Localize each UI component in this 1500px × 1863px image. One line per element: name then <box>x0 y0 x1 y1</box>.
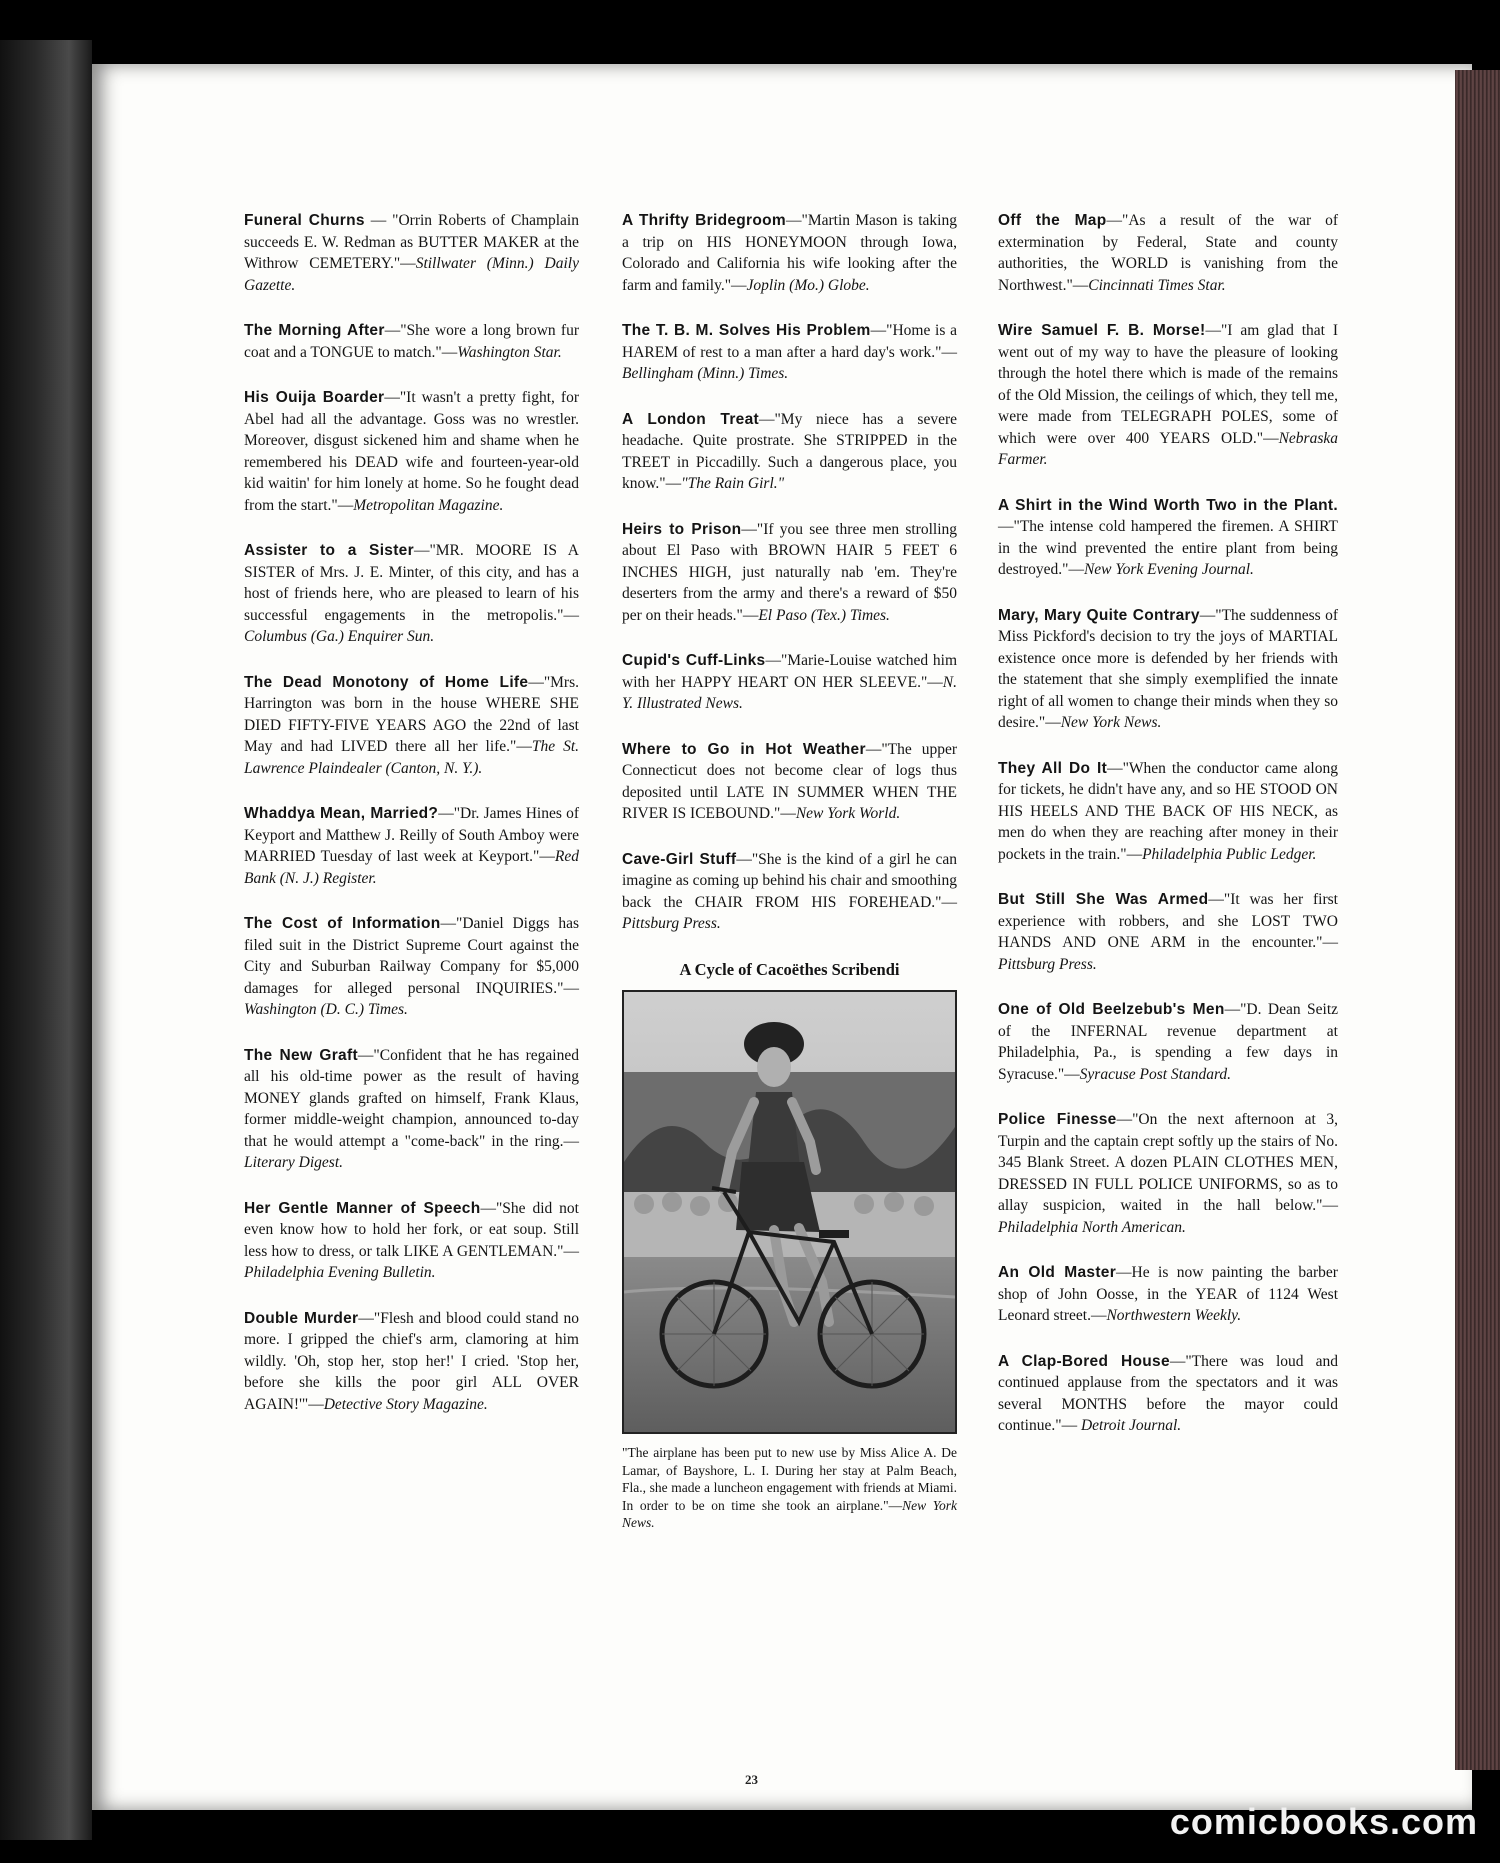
column-middle <box>622 210 957 1532</box>
article-heading: His Ouija Boarder <box>244 389 385 406</box>
article-heading: A London Treat <box>622 410 759 428</box>
article-heading: An Old Master <box>998 1264 1117 1281</box>
article-item <box>622 519 957 627</box>
article-heading: A Shirt in the Wind Worth Two in the Plant. <box>998 496 1338 514</box>
article-heading: The Morning After <box>244 322 385 339</box>
article-body: —"D. Dean Seitz of the INFERNAL revenue department at Philadelphia, Pa., is spending a few days in Syracuse."— <box>998 1001 1339 1083</box>
article-heading: The Cost of Information <box>244 915 441 932</box>
article-source: Stillwater (Minn.) Daily Gazette. <box>244 255 579 294</box>
article-source: New York World. <box>795 805 901 822</box>
site-watermark: comicbooks.com <box>1169 1801 1478 1842</box>
article-source: Literary Digest. <box>244 1154 344 1171</box>
article-source: Pittsburg Press. <box>998 955 1097 973</box>
article-body: —"It wasn't a pretty fight, for Abel had all the advantage. Goss was no wrestler. Moreover, disgust sickened him and shame when he remembered his DEAD wife and fourteen-year-old kid waitin' for him lonely at home. So he fought dead from the start."— <box>244 389 579 514</box>
article-heading: Off the Map <box>998 212 1107 229</box>
article-heading: Funeral Churns <box>244 212 365 229</box>
article-item <box>244 210 579 296</box>
article-item <box>998 1262 1338 1327</box>
article-body: —"When the conductor came along for tickets, he didn't have any, and so HE STOOD ON HIS HEELS AND THE BACK OF HIS NECK, as men do when they are reaching after money in their pockets in the train."— <box>998 759 1338 863</box>
article-source: Detroit Journal. <box>1080 1417 1182 1434</box>
article-item <box>622 739 957 825</box>
article-heading: One of Old Beelzebub's Men <box>998 1001 1225 1018</box>
article-item <box>998 210 1338 296</box>
article-body: —"Confident that he has regained all his old-time power as the result of having MONEY glands grafted on himself, Frank Klaus, former middle-weight champion, announced to-day that he would attempt a "come-back" in the ring.— <box>244 1046 579 1150</box>
article-source: The St. Lawrence Plaindealer (Canton, N. Y.). <box>244 738 579 777</box>
article-source: Detective Story Magazine. <box>323 1395 488 1413</box>
photo-caption-text: "The airplane has been put to new use by Miss Alice A. De Lamar, of Bayshore, L. I. During her stay at Palm Beach, Fla., she made a luncheon engagement with friends at Miami. In order to be on time she took an airplane."— <box>622 1445 957 1513</box>
column-right <box>998 210 1338 1461</box>
article-item <box>244 913 579 1021</box>
article-heading: Double Murder <box>244 1309 359 1327</box>
article-item <box>998 1351 1338 1437</box>
article-heading: The T. B. M. Solves His Problem <box>622 322 871 339</box>
article-source: Washington (D. C.) Times. <box>244 1001 408 1018</box>
article-source: Pittsburg Press. <box>622 915 721 932</box>
article-body: —"Martin Mason is taking a trip on HIS HONEYMOON through Iowa, Colorado and California his wife looking after the farm and family."— <box>622 212 957 294</box>
article-source: New York Evening Journal. <box>1083 561 1254 578</box>
article-heading: A Thrifty Bridegroom <box>622 212 786 229</box>
article-body: —"My niece has a severe headache. Quite prostrate. She STRIPPED in the TREET in Piccadilly. Such a dangerous place, you know."— <box>622 410 957 492</box>
article-heading: A Clap-Bored House <box>998 1352 1170 1370</box>
article-body: —"Flesh and blood could stand no more. I gripped the chief's arm, clamoring at him wildly. 'Oh, stop her, stop her!' I cried. 'Stop her, before she kills the poor girl ALL OVER AGAIN!'"— <box>244 1309 580 1413</box>
article-source: New York News. <box>1060 714 1162 731</box>
article-source: Philadelphia North American. <box>998 1218 1186 1236</box>
article-item <box>244 1045 579 1174</box>
article-heading: Where to Go in Hot Weather <box>622 740 866 758</box>
article-source: Washington Star. <box>457 343 562 361</box>
article-source: Metropolitan Magazine. <box>353 496 504 514</box>
article-heading: The Dead Monotony of Home Life <box>244 673 529 691</box>
page-number: 23 <box>745 1772 758 1787</box>
article-body: —"It was her first experience with robbers, and she LOST TWO HANDS AND ONE ARM in the encounter."— <box>998 891 1338 951</box>
article-item <box>622 320 957 385</box>
photo-caption-source: New York News. <box>622 1497 958 1530</box>
article-item <box>622 650 957 715</box>
article-body: —"Mrs. Harrington was born in the house WHERE SHE DIED FIFTY-FIVE YEARS AGO the 22nd of last May and had LIVED there all her life."— <box>244 673 579 755</box>
article-body: —"I am glad that I went out of my way to have the pleasure of looking through the hotel there which is made of the remains of the Old Mission, the ceilings of which, they tell me, were made from TELEGRAPH POLES, some of which were over 400 YEARS OLD."— <box>998 322 1338 447</box>
article-body: —"Daniel Diggs has filed suit in the District Supreme Court against the City and Suburban Railway Company for $5,000 damages for alleged personal INQUIRIES."— <box>244 915 579 997</box>
article-source: Syracuse Post Standard. <box>1079 1065 1232 1083</box>
article-item <box>998 320 1338 471</box>
article-item <box>244 387 579 516</box>
article-item <box>622 849 957 935</box>
article-item <box>244 803 579 889</box>
article-source: El Paso (Tex.) Times. <box>758 606 890 624</box>
article-heading: Assister to a Sister <box>244 542 414 559</box>
article-body: —"Home is a HAREM of rest to a man after a hard day's work."— <box>622 322 957 361</box>
book-binding-right <box>1455 70 1500 1770</box>
article-heading: Cupid's Cuff-Links <box>622 652 766 669</box>
article-body: —"Marie-Louise watched him with her HAPPY HEART ON HER SLEEVE."— <box>622 652 957 691</box>
article-body: —"There was loud and continued applause from the spectators and it was several MONTHS before the mayor could continue."— <box>998 1352 1338 1434</box>
article-body: —"MR. MOORE IS A SISTER of Mrs. J. E. Minter, of this city, and has a host of friends here, who are pleased to learn of his successful engagements in the metropolis."— <box>244 542 579 624</box>
article-item <box>998 889 1338 975</box>
photo-section-title: A Cycle of Cacoëthes Scribendi <box>679 959 900 979</box>
article-heading: The New Graft <box>244 1046 358 1064</box>
article-body: —"She did not even know how to hold her fork, or eat soup. Still less how to dress, or talk LIKE A GENTLEMAN."— <box>244 1199 579 1260</box>
article-item <box>244 1308 579 1416</box>
article-source: Joplin (Mo.) Globe. <box>746 276 870 294</box>
article-heading: Mary, Mary Quite Contrary <box>998 606 1200 624</box>
article-body: —"The intense cold hampered the firemen. A SHIRT in the wind prevented the entire plant from being destroyed."— <box>998 518 1338 578</box>
article-body: —"Dr. James Hines of Keyport and Matthew J. Reilly of South Amboy were MARRIED Tuesday of last week at Keyport."— <box>244 805 579 865</box>
bicycle-photo-illustration <box>624 992 955 1432</box>
article-item <box>998 758 1338 866</box>
article-heading: But Still She Was Armed <box>998 891 1209 908</box>
article-body: —"She is the kind of a girl he can imagine as coming up behind his chair and smoothing back the CHAIR FROM HIS FOREHEAD."— <box>622 850 957 911</box>
article-source: N. Y. Illustrated News. <box>622 673 957 712</box>
article-heading: Whaddya Mean, Married? <box>244 805 439 822</box>
article-body: —"On the next afternoon at 3, Turpin and the captain crept softly up the stairs of No. 345 Blank Street. A dozen PLAIN CLOTHES MEN, DRESSED IN FULL POLICE UNIFORMS, so as to allay suspicion, waited in the hall below."— <box>998 1111 1339 1214</box>
book-binding-left <box>0 40 92 1840</box>
article-item <box>998 495 1338 581</box>
article-source: Nebraska Farmer. <box>998 429 1338 468</box>
article-item <box>244 1198 579 1284</box>
article-heading: They All Do It <box>998 759 1108 777</box>
article-source: Philadelphia Evening Bulletin. <box>244 1264 436 1281</box>
article-body: —"The upper Connecticut does not become clear of logs thus deposited until LATE IN SUMMER WHEN THE RIVER IS ICEBOUND."— <box>622 740 957 822</box>
article-body: —"She wore a long brown fur coat and a TONGUE to match."— <box>244 322 579 361</box>
article-heading: Police Finesse <box>998 1111 1117 1128</box>
article-body: —He is now painting the barber shop of John Oosse, in the YEAR of 1124 West Leonard street.— <box>998 1264 1338 1324</box>
article-item <box>622 409 957 495</box>
article-source: Red Bank (N. J.) Register. <box>244 848 579 887</box>
photo-caption <box>622 1444 957 1532</box>
article-source: Northwestern Weekly. <box>1106 1307 1242 1324</box>
column-left <box>244 210 579 1439</box>
article-item <box>998 1109 1338 1238</box>
article-heading: Heirs to Prison <box>622 520 742 538</box>
photograph-woman-on-bicycle <box>622 990 957 1434</box>
article-heading: Her Gentle Manner of Speech <box>244 1199 481 1217</box>
article-body: —"If you see three men strolling about El Paso with BROWN HAIR 5 FEET 6 INCHES HIGH, just naturally nab 'em. They're deserters from the army and there's a reward of $50 per on their heads."— <box>622 520 957 624</box>
article-item <box>244 672 579 780</box>
article-item <box>244 320 579 363</box>
article-heading: Wire Samuel F. B. Morse! <box>998 322 1206 339</box>
article-item <box>998 605 1338 734</box>
article-source: Philadelphia Public Ledger. <box>1142 845 1317 863</box>
article-body: — "Orrin Roberts of Champlain succeeds E. W. Redman as BUTTER MAKER at the Withrow CEMETERY."— <box>244 212 579 272</box>
article-item <box>244 540 579 648</box>
article-item <box>622 210 957 296</box>
article-source: Cincinnati Times Star. <box>1088 276 1226 294</box>
article-source: Columbus (Ga.) Enquirer Sun. <box>244 628 435 645</box>
article-source: "The Rain Girl." <box>681 475 785 492</box>
article-item <box>998 999 1338 1085</box>
article-source: Bellingham (Minn.) Times. <box>622 365 789 382</box>
article-body: —"The suddenness of Miss Pickford's decision to try the joys of MARTIAL existence once more is defended by her friends with the statement that she simply exemplified the innate right of all women to change their minds when they so desire."— <box>998 606 1338 731</box>
article-heading: Cave-Girl Stuff <box>622 850 737 868</box>
article-body: —"As a result of the war of extermination by Federal, State and county authorities, the WORLD is vanishing from the Northwest."— <box>998 212 1338 294</box>
